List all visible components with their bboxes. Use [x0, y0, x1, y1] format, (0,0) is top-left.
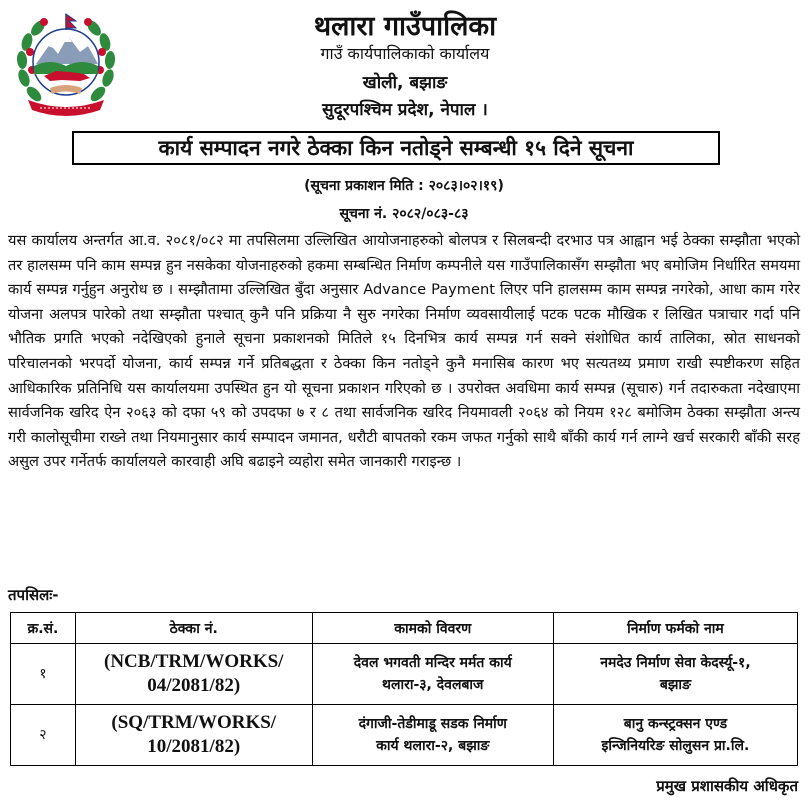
header-work-description: कामको विवरण: [312, 613, 553, 644]
serial-cell: २: [11, 705, 76, 766]
firm-cell: [553, 644, 797, 705]
work-cell: [312, 705, 553, 766]
work-description-line: थलारा-३, देवलबाज: [382, 677, 484, 693]
firm-name-line: बझाङ: [659, 677, 691, 693]
province-name: सुदूरपश्चिम प्रदेश, नेपाल ।: [322, 100, 488, 120]
work-description-line: दंगाजी-तेडीमाडू सडक निर्माण: [358, 716, 507, 732]
signatory-title: प्रमुख प्रशासकीय अधिकृत: [656, 777, 798, 795]
contract-no-line: 10/2081/82): [147, 736, 241, 757]
publication-date: (सूचना प्रकाशन मिति : २०८३।०२।१९): [304, 178, 504, 194]
nepal-government-emblem-icon: [10, 8, 122, 120]
firm-cell: [553, 705, 797, 766]
org-name: थलारा गाउँपालिका: [313, 11, 497, 42]
header-firm-name: निर्माण फर्मको नाम: [553, 613, 797, 644]
notice-title: कार्य सम्पादन नगरे ठेक्का किन नतोड्ने सम्बन्धी १५ दिने सूचना: [72, 131, 720, 165]
office-name: गाउँ कार्यपालिकाको कार्यालय: [320, 44, 490, 63]
contracts-table: [10, 612, 798, 766]
notice-reference-number: सूचना नं. २०८२/०८३-८३: [339, 206, 469, 222]
table-row: [11, 705, 798, 766]
table-row: [11, 644, 798, 705]
office-location: खोली, बझाङ: [362, 73, 448, 93]
contract-cell: [75, 644, 312, 705]
firm-name-line: नमदेउ निर्माण सेवा केदर्स्यू-१,: [600, 655, 751, 671]
contract-no-line: (SQ/TRM/WORKS/: [111, 712, 277, 733]
serial-cell: १: [11, 644, 76, 705]
table-header-row: [11, 613, 798, 644]
work-description-line: कार्य थलारा-२, बझाङ: [376, 738, 490, 754]
contract-no-line: (NCB/TRM/WORKS/: [104, 651, 284, 672]
header-contract-no: ठेक्का नं.: [75, 613, 312, 644]
firm-name-line: बानु कन्स्ट्रक्सन एण्ड: [623, 716, 728, 732]
work-cell: [312, 644, 553, 705]
details-label: तपसिलः-: [8, 586, 59, 604]
contract-cell: [75, 705, 312, 766]
contract-no-line: 04/2081/82): [147, 675, 241, 696]
work-description-line: देवल भगवती मन्दिर मर्मत कार्य: [353, 655, 512, 671]
header-serial: क्र.सं.: [11, 613, 76, 644]
notice-body: यस कार्यालय अन्तर्गत आ.व. २०८१/०८२ मा तपसिलमा उल्लिखित आयोजनाहरुको बोलपत्र र सिलबन्दी दरभाउ पत्र आह्वान भई ठेक्का सम्झौता भएको तर हालसम्म पनि काम सम्पन्न हुन नसकेका योजनाहरुको हकमा सम्बन्धित निर्माण कम्पनीले यस गाउँपालिकासँग सम्झौता भए बमोजिम निर्धारित समयमा कार्य सम्पन्न गर्नुहुन अनुरोध छ । सम्झौतामा उल्लिखित बुँदा अनुसार Advance Payment लिएर पनि हालसम्म काम सम्पन्न नगरेको, आधा काम गरेर योजना अलपत्र पारेको तथा सम्झौता पश्चात् कुनै पनि प्रक्रिया नै सुरु नगरेका निर्माण व्यवसायीलाई पटक पटक मौखिक र लिखित पत्राचार गर्दा पनि भौतिक प्रगति भएको नदेखिएको हुनाले सूचना प्रकाशनको मितिले १५ दिनभित्र कार्य सम्पन्न गर्न सक्ने संशोधित कार्य तालिका, स्रोत साधनको परिचालनको भरपर्दो योजना, कार्य सम्पन्न गर्ने प्रतिबद्धता र ठेक्का किन नतोड्ने कुनै मनासिब कारण भए सत्यतथ्य प्रमाण राखी स्पष्टीकरण सहित आधिकारिक प्रतिनिधि यस कार्यालयमा उपस्थित हुन यो सूचना प्रकाशन गरिएको छ । उपरोक्त अवधिमा कार्य सम्पन्न (सूचारु) गर्न तदारुकता नदेखाएमा सार्वजनिक खरिद ऐन २०६३ को दफा ५९ को उपदफा ७ र ८ तथा सार्वजनिक खरिद नियमावली २०६४ को नियम १२८ बमोजिम ठेक्का सम्झौता अन्त्य गरी कालोसूचीमा राख्ने तथा नियमानुसार कार्य सम्पादन जमानत, धरौटी बापतको रकम जफत गर्नुको साथै बाँकी कार्य गर्न लाग्ने खर्च सरकारी बाँकी सरह असुल उपर गर्नेतर्फ कार्यालयले कारवाही अघि बढाइने व्यहोरा समेत जानकारी गराइन्छ ।: [8, 232, 800, 471]
firm-name-line: इन्जिनियरिङ सोलुसन प्रा.लि.: [601, 738, 750, 754]
